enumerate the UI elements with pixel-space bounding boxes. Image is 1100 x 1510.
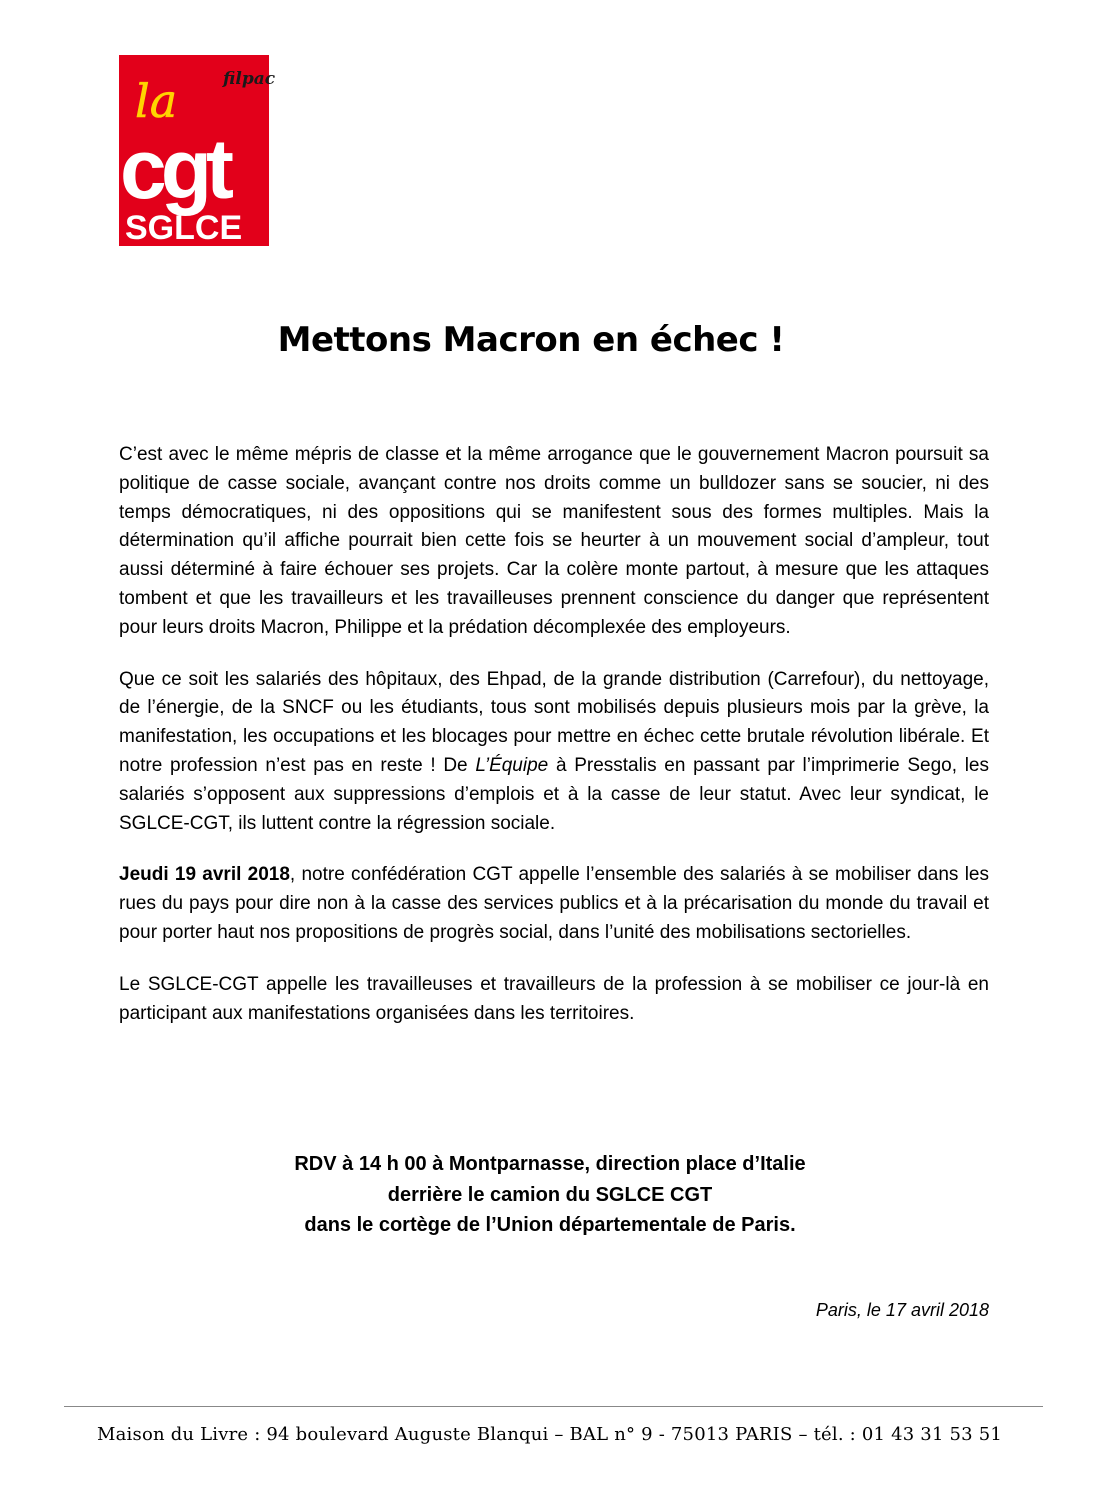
cgt-sglce-logo <box>119 55 276 247</box>
paragraph-4 <box>119 971 989 1029</box>
logo-sub-text: SGLCE <box>125 209 243 247</box>
logo-filpac-text: filpac <box>223 69 276 89</box>
paragraph-4-text: Le SGLCE-CGT appelle les travailleuses et travailleurs de la profession à se mobiliser ce jour-là en participant aux manifestations organisées dans les territoires. <box>119 973 989 1024</box>
rendezvous-line-2: derrière le camion du SGLCE CGT <box>387 1183 713 1206</box>
rendezvous-block <box>0 1149 1100 1241</box>
place-date: Paris, le 17 avril 2018 <box>815 1300 989 1320</box>
footer-divider <box>64 1406 1043 1407</box>
logo-script-text: la <box>135 74 178 128</box>
logo-main-text: cgt <box>120 122 228 216</box>
body-text <box>119 441 989 1051</box>
paragraph-2-text-after: à Presstalis en passant par l’imprimerie Sego, les salariés s’opposent aux suppressions d’emplois et à la casse de leur statut. Avec leur syndicat, le SGLCE-CGT, ils luttent contre la régression sociale. <box>119 754 989 834</box>
paragraph-3-text: , notre confédération CGT appelle l’ensemble des salariés à se mobiliser dans les rues du pays pour dire non à la casse des services publics et à la précarisation du monde du travail et pour porter haut nos propositions de progrès social, dans l’unité des mobilisations sectorielles. <box>119 864 989 943</box>
paragraph-2 <box>119 666 989 839</box>
page-title: Mettons Macron en échec ! <box>277 320 785 360</box>
rendezvous-line-3: dans le cortège de l’Union départementale de Paris. <box>304 1214 796 1236</box>
paragraph-2-publication-name: L’Équipe <box>475 754 549 776</box>
logo-graphic <box>119 55 276 247</box>
paragraph-1 <box>119 441 989 643</box>
paragraph-1-text: C’est avec le même mépris de classe et la même arrogance que le gouvernement Macron poursuit sa politique de casse sociale, avançant contre nos droits comme un bulldozer sans se soucier, ni des temps démocratiques, ni des oppositions qui se manifestent sous des formes multiples. Mais la détermination qu’il affiche pourrait bien cette fois se heurter à un mouvement social d’ampleur, tout aussi déterminé à faire échouer ses projets. Car la colère monte partout, à mesure que les attaques tombent et que les travailleurs et les travailleuses prennent conscience du danger que représentent pour leurs droits Macron, Philippe et la prédation décomplexée des employeurs. <box>119 444 989 638</box>
paragraph-2-text-before: Que ce soit les salariés des hôpitaux, des Ehpad, de la grande distribution (Carrefour), du nettoyage, de l’énergie, de la SNCF ou les étudiants, tous sont mobilisés depuis plusieurs mois par la grève, la manifestation, les occupations et les blocages pour mettre en échec cette brutale révolution libérale. Et notre profession n’est pas en reste ! De <box>119 668 989 776</box>
paragraph-3 <box>119 861 989 947</box>
footer-address: Maison du Livre : 94 boulevard Auguste Blanqui – BAL n° 9 - 75013 PARIS – tél. : 01 43 31 53 51 <box>97 1424 1003 1445</box>
rendezvous-line-1: RDV à 14 h 00 à Montparnasse, direction place d’Italie <box>294 1153 806 1175</box>
paragraph-3-date: Jeudi 19 avril 2018 <box>119 864 290 886</box>
